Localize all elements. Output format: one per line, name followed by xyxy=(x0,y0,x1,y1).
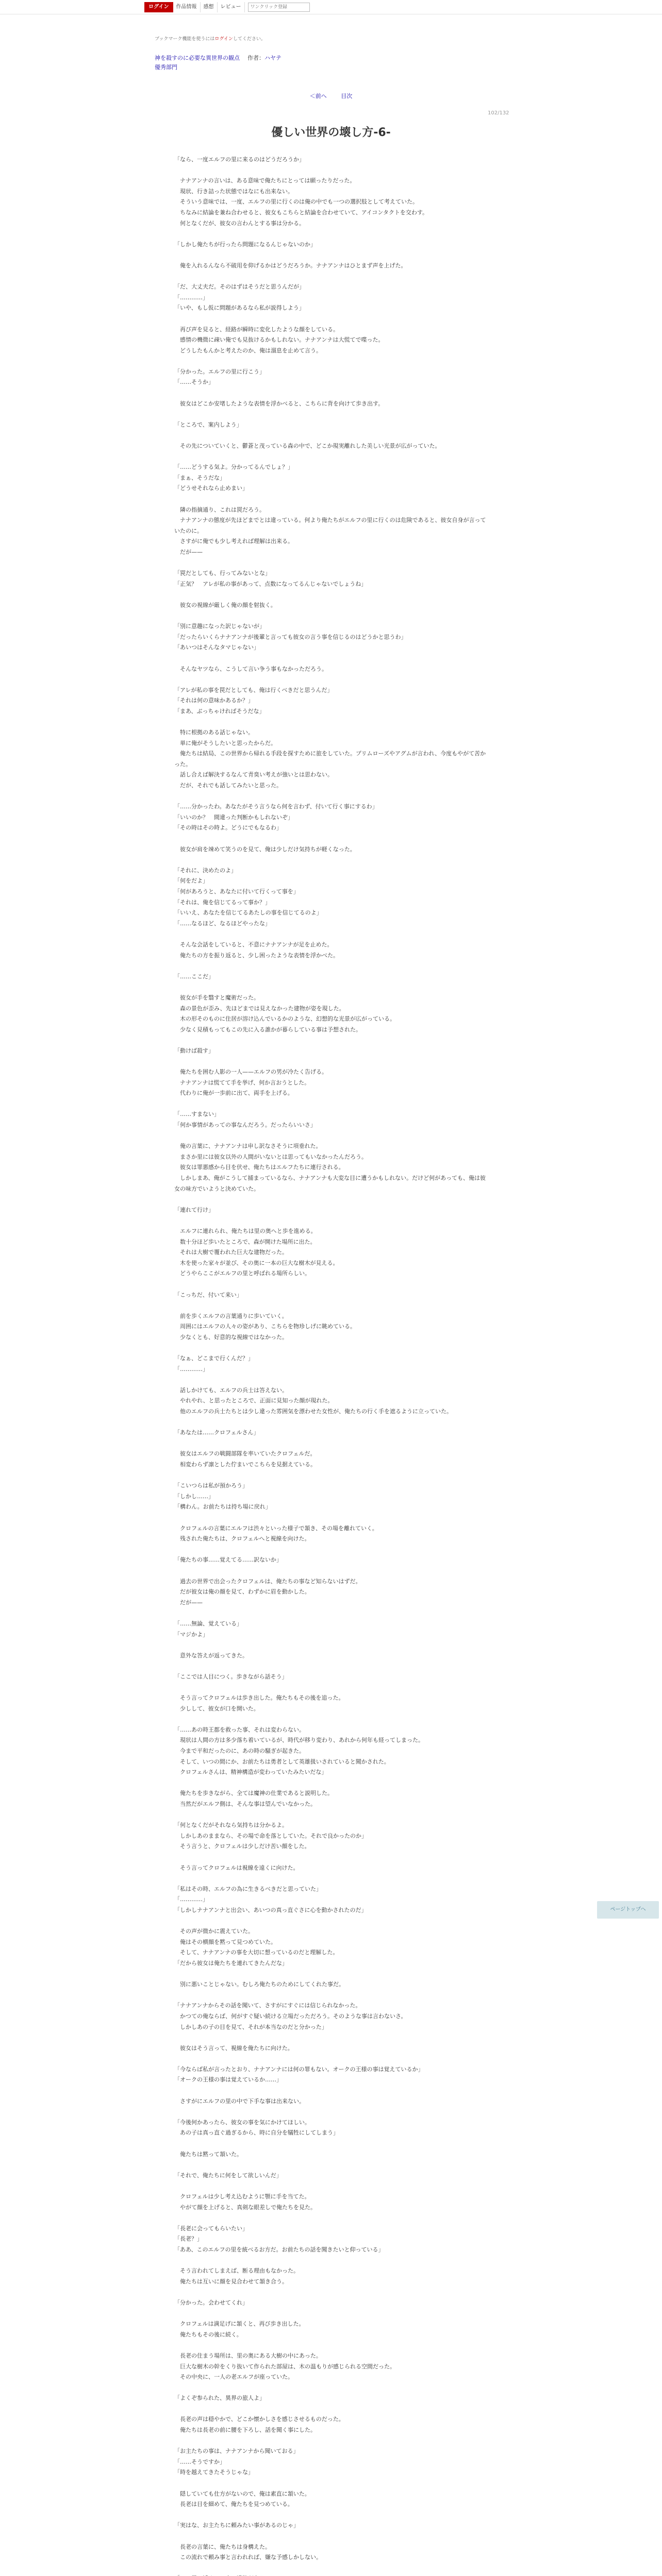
nav-work-info-link[interactable]: 作品情報 xyxy=(173,2,201,12)
author-name-link[interactable]: ハヤテ xyxy=(264,55,282,61)
prev-episode-link[interactable]: ＜前へ xyxy=(309,93,327,99)
top-navigation-inner xyxy=(144,2,310,12)
episode-subtitle-link[interactable]: 優秀部門 xyxy=(155,64,177,71)
bookmark-notice-after: してください。 xyxy=(233,37,266,42)
bookmark-notice-before: ブックマーク機能を使うには xyxy=(155,37,215,42)
novel-body-text: 「なら、一度エルフの里に来るのはどうだろうか」 ナナアンナの言いは、ある意味で俺たちにとっては願ったりだった。 現状、行き詰った状態ではなにも出来ない。 そういう意味では、一度、エルフの里に行くのは俺の中でも一つの選択肢として考えていた。 ちなみに結論を兼ね合わせると、彼女もこちらと結論を合わせていて、アイコンタクトを交わす。 何となくだが、彼女の言わんとする事は分かる。 「しかし俺たちが行ったら問題になるんじゃないのか」 俺を入れるんなら不破用を仰げるかはどうだろうか。ナナアンナはひとまず声を上げた。 「だ、大丈夫だ。そのはずはそうだと思うんだが」 「…………」 「いや、もし仮に問題があるなら私が説得しよう」 再び声を見ると、経路が瞬時に変化したような顔をしている。 感情の機微に疎い俺でも見抜けるかもしれない。ナナアンナは大慌てで喋った。 どうしたもんかと考えたのか、俺は溜息を止めて言う。 「分かった。エルフの里に行こう」 「……そうか」 彼女はどこか安堵したような表情を浮かべると、こちらに背を向けて歩き出す。 「ところで、案内しよう」 その先についていくと、鬱蒼と茂っている森の中で、どこか現実離れした美しい光景が広がっていた。 「……どうする気よ。分かってるんでしょ？」 「まぁ、そうだな」 「どうせそれなら止めまい」 隣の指摘通り、これは罠だろう。 ナナアンナの態度が先ほどまでとは違っている。何より俺たちがエルフの里に行くのは危険であると、彼女自身が言っていたのに。 さすがに俺でも少し考えれば理解は出来る。 だが—— 「罠だとしても、行ってみないとな」 「正気？ アレが私の事があって、点数になってるんじゃないでしょうね」 彼女の視線が厳しく俺の顔を射抜く。 「別に意趣になった訳じゃないが」 「だったらいくらナナアンナが後輩と言っても彼女の言う事を信じるのはどうかと思うわ」 「あいつはそんなタマじゃない」 そんなヤツなら、こうして言い争う事もなかっただろう。 「アレが私の事を罠だとしても、俺は行くべきだと思うんだ」 「それは何の意味かあるか？」 「まあ、ぶっちゃければそうだな」 特に根拠のある話じゃない。 単に俺がそうしたいと思ったからだ。 俺たちは結局、この世界から帰れる手段を探すために旅をしていた。プリムローズやアグムが言われ、今度もやがて苦かった。 話し合えば解決するなんて青臭い考えが強いとは思わない。 だが、それでも話してみたいと思った。 「……分かったわ。あなたがそう言うなら何を言わず、付いて行く事にするわ」 「いいのか？ 間違った判断かもしれないぞ」 「その時はその時よ。どうにでもなるわ」 彼女が肩を竦めて笑うのを見て、俺は少しだけ気持ちが軽くなった。 「それに、決めたのよ」 「何をだよ」 「何があろうと、あなたに付いて行くって事を」 「それは、俺を信じてるって事か？」 「いいえ、あなたを信じてるあたしの事を信じてるのよ」 「……なるほど、なるほどやったな」 そんな会話をしていると、不意にナナアンナが足を止めた。 俺たちの方を振り返ると、少し困ったような表情を浮かべた。 「……ここだ」 彼女が手を翳すと魔術だった。 森の景色が歪み、先ほどまでは見えなかった建物が姿を現した。 木の形そのものに住居が溶け込んでいるかのような、幻想的な光景が広がっている。 少なく見積もってもこの先に入る誰かが暮らしている事は予想された。 「動けば殺す」 俺たちを囲む人影の一人——エルフの男が冷たく告げる。 ナナアンナは慌てて手を挙げ、何か言おうとした。 代わりに俺が一歩前に出て、両手を上げる。 「……すまない」 「何か事情があっての事なんだろう。だったらいいさ」 俺の言葉に、ナナアンナは申し訳なさそうに項垂れた。 まさか里には彼女以外の人間がいないとは思ってもいなかったんだろう。 彼女は罪悪感から目を伏せ、俺たちはエルフたちに連行される。 しかしまあ、俺がこうして捕まっているなら、ナナアンナも大変な目に遭うかもしれない。だけど何があっても、俺は彼女の味方でいようと決めていた。 「連れて行け」 エルフに連れられ、俺たちは里の奥へと歩を進める。 数十分ほど歩いたところで、森が開けた場所に出た。 それは大樹で覆われた巨大な建物だった。 木を使った家々が並び、その奥に一本の巨大な樹木が見える。 どうやらここがエルフの里と呼ばれる場所らしい。 「こっちだ、付いて来い」 前を歩くエルフの言葉通りに歩いていく。 周囲にはエルフの人々の姿があり、こちらを物珍しげに眺めている。 少なくとも、好意的な視線ではなかった。 「なぁ、どこまで行くんだ？」 「…………」 話しかけても、エルフの兵士は答えない。 やれやれ、と思ったところで、正面に見知った顔が現れた。 他のエルフの兵士たちとは少し違った雰囲気を漂わせた女性が、俺たちの行く手を遮るように立っていた。 「あなたは……クロフェルさん」 彼女はエルフの戦闘部隊を率いていたクロフェルだ。 相変わらず凛とした佇まいでこちらを見据えている。 「こいつらは私が預かろう」 「しかし……」 「構わん。お前たちは持ち場に戻れ」 クロフェルの言葉にエルフは渋々といった様子で頷き、その場を離れていく。 残された俺たちは、クロフェルへと視線を向けた。 「俺たちの事……覚えてる……訳ないか」 過去の世界で出会ったクロフェルは、俺たちの事など知らないはずだ。 だが彼女は俺の顔を見て、わずかに眉を動かした。 だが—— 「……無論、覚えている」 「マジかよ」 意外な答えが返ってきた。 「ここでは人目につく。歩きながら話そう」 そう言ってクロフェルは歩き出した。俺たちもその後を追った。 少しして、彼女が口を開いた。 「……あの時王都を救った事、それは変わらない。 現状は人間の方は多少落ち着いているが、時代が移り変わり、あれから何年も経ってしまった。 今まで平和だったのに、あの時の騒ぎが起きた。 そして、いつの間にか、お前たちは勇者として英雄扱いされていると聞かされた。 クロフェルさんは、精神構造が変わっていたみたいだな」 俺たちを歩きながら、全ては魔神の仕業であると説明した。 当然だがエルフ側は、そんな事は望んでいなかった。 「何となくだがそれなら気持ちは分かるよ。 しかしあのままなら、その場で命を落としていた。それで良かったのか」 そう言うと、クロフェルは少しだけ苦い顔をした。 そう言ってクロフェルは視線を遠くに向けた。 「私はその時、エルフの為に生きるべきだと思っていた」 「…………」 「しかしナナアンナと出会い、あいつの真っ直ぐさに心を動かされたのだ」 その声が微かに震えていた。 俺はその横顔を黙って見つめていた。 そして、ナナアンナの事を大切に想っているのだと理解した。 「だから彼女は俺たちを連れてきたんだな」 別に悪いことじゃない。むしろ俺たちのためにしてくれた事だ。 「ナナアンナからその話を聞いて、さすがにすぐには信じられなかった。 かつての俺ならば、何がすぐ疑い続ける立場だっただろう。そのような事は言わないさ。 しかしあの子の目を見て、それが本当なのだと分かった」 彼女はそう言って、視線を俺たちに向けた。 「今ならば私が言ったとおり、ナナアンナには何の罪もない。オークの王様の事は覚えているか」 「オークの王様の事は覚えているか……」 さすがにエルフの里の中で下手な事は出来ない。 「今後何かあったら、彼女の事を気にかけてほしい。 あの子は真っ直ぐ過ぎるから、時に自分を犠牲にしてしまう」 俺たちは黙って頷いた。 「それで、俺たちに何をして欲しいんだ」 クロフェルは少し考え込むように顎に手を当てた。 やがて顔を上げると、真剣な眼差しで俺たちを見た。 「長老に会ってもらいたい」 「長老？」 「ああ、このエルフの里を統べるお方だ。お前たちの話を聞きたいと仰っている」 そう言われてしまえば、断る理由もなかった。 俺たちは互いに顔を見合わせて頷き合う。 「分かった。会わせてくれ」 クロフェルは満足げに頷くと、再び歩き出した。 俺たちもその後に続く。 長老の住まう場所は、里の奥にある大樹の中にあった。 巨大な樹木の幹をくり抜いて作られた部屋は、木の温もりが感じられる空間だった。 その中央に、一人の老エルフが座っていた。 「よくぞ参られた、異界の旅人よ」 長老の声は穏やかで、どこか懐かしさを感じさせるものだった。 俺たちは長老の前に腰を下ろし、話を聞く事にした。 「お主たちの事は、ナナアンナから聞いておる」 「……そうですか」 「時を越えてきたそうじゃな」 隠していても仕方がないので、俺は素直に頷いた。 長老は目を細めて、俺たちを見つめている。 「実はな、お主たちに頼みたい事があるのじゃ」 長老の言葉に、俺たちは身構えた。 この流れで頼み事と言われれば、嫌な予感しかしない。 xyxy=(174,156,486,2561)
nav-impressions-link[interactable]: 感想 xyxy=(201,2,218,12)
page-top-button[interactable]: ページトップへ xyxy=(597,1901,659,1919)
bookmark-login-link[interactable]: ログイン xyxy=(214,37,233,42)
table-of-contents-link[interactable]: 目次 xyxy=(341,93,353,99)
chapter-title: 優しい世界の壊し方-6- xyxy=(271,126,391,139)
episode-number: 102/132 xyxy=(488,110,509,116)
top-navigation-bar xyxy=(0,0,662,14)
author-label: 作者： xyxy=(247,55,264,61)
login-button[interactable]: ログイン xyxy=(144,2,173,12)
episode-pager xyxy=(0,92,662,100)
bookmark-notice xyxy=(155,35,266,42)
series-title-link[interactable]: 神を殺すのに必要な異世界の観点 xyxy=(155,55,240,61)
author-line xyxy=(247,54,282,62)
nav-review-link[interactable]: レビュー xyxy=(218,2,245,12)
one-click-register-input[interactable] xyxy=(248,3,310,12)
